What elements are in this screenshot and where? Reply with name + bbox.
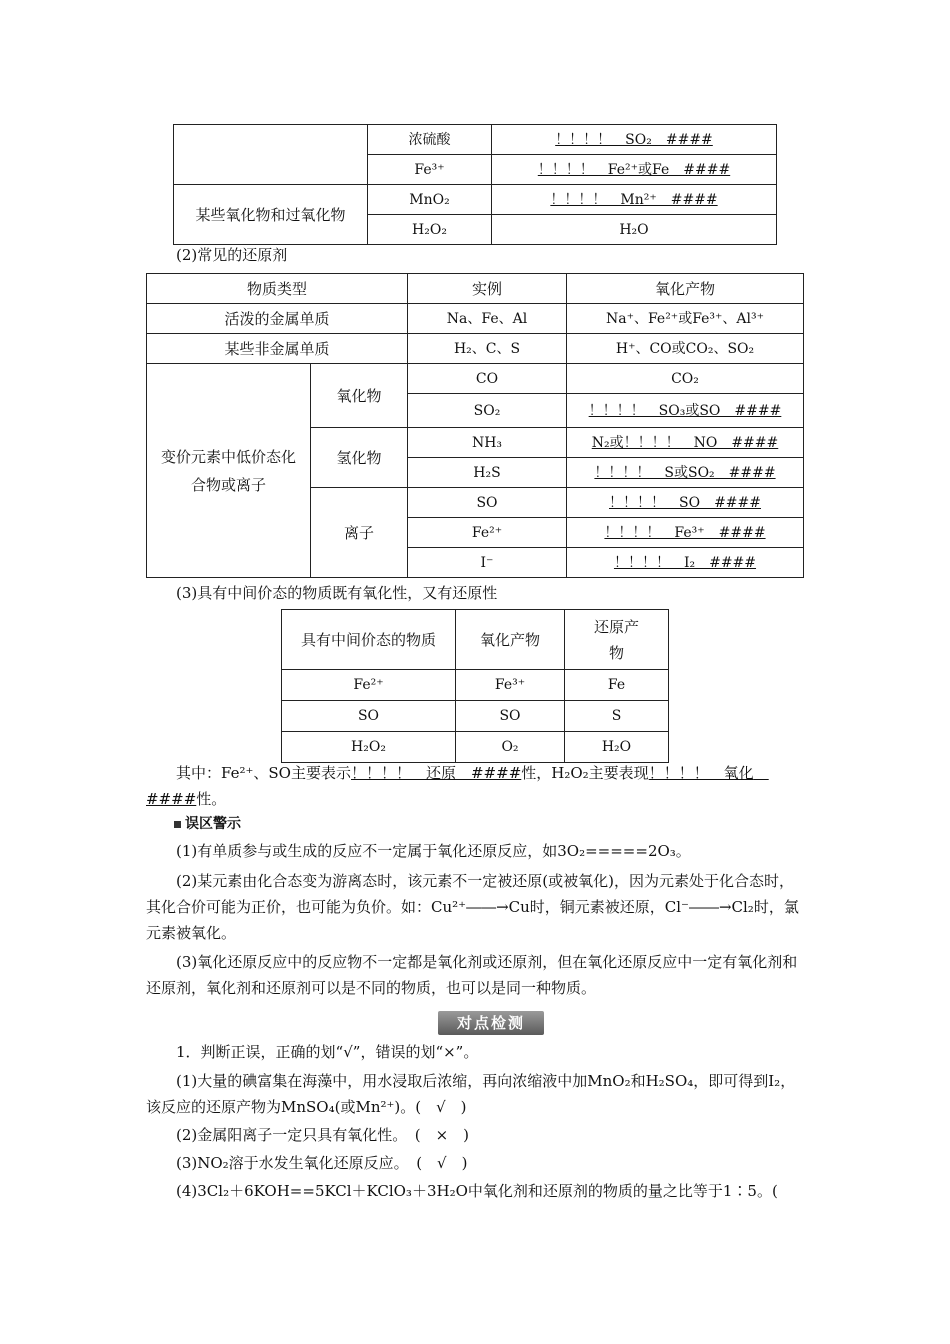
product-cell: H₂O — [492, 215, 777, 245]
note-prefix: 其中：Fe²⁺、SO主要表示 — [176, 764, 351, 782]
product-cell: ！！！！ Fe³⁺ #### — [567, 518, 804, 548]
intermediate-valence-table — [281, 609, 669, 763]
category-cell — [174, 125, 368, 185]
warning-heading — [174, 814, 241, 834]
subgroup-cell: 离子 — [311, 488, 408, 578]
question-text: (3)NO₂溶于水发生氧化还原反应。 — [176, 1154, 402, 1172]
substance-cell: H₂O₂ — [282, 732, 456, 763]
type-cell: 活泼的金属单质 — [147, 304, 408, 334]
substance-cell: Fe²⁺ — [282, 670, 456, 701]
product-cell: CO₂ — [567, 364, 804, 394]
header-cell: 物质类型 — [147, 274, 408, 304]
header-cell: 氧化产物 — [567, 274, 804, 304]
question-title: 1．判断正误，正确的划“√”，错误的划“×”。 — [176, 1043, 479, 1061]
example-cell: NH₃ — [408, 428, 567, 458]
question-item — [146, 1122, 806, 1148]
header-cell: 具有中间价态的物质 — [282, 610, 456, 670]
question-text: (1)大量的碘富集在海藻中，用水浸取后浓缩，再向浓缩液中加MnO₂和H₂SO₄，即可得到I₂，该反应的还原产物为MnSO₄(或Mn²⁺)。 — [146, 1072, 796, 1116]
example-cell: H₂、C、S — [408, 334, 567, 364]
answer-mark: ( √ ) — [415, 1098, 467, 1116]
product-text: N₂或！！！！ NO #### — [591, 434, 779, 451]
oxidant-table-continued — [173, 124, 777, 245]
note-paragraph — [146, 760, 810, 812]
example-cell: CO — [408, 364, 567, 394]
question-item — [146, 1178, 806, 1204]
subgroup-cell: 氢化物 — [311, 428, 408, 488]
group-cell: 变价元素中低价态化合物或离子 — [147, 364, 311, 578]
example-cell: SO — [408, 488, 567, 518]
product-cell: ！！！！ SO₃或SO #### — [567, 394, 804, 428]
example-cell: SO₂ — [408, 394, 567, 428]
product-cell: ！！！！ SO #### — [567, 488, 804, 518]
product-cell: ！！！！ I₂ #### — [567, 548, 804, 578]
reagent-cell: 浓硫酸 — [368, 125, 492, 155]
answer-mark: ( × ) — [414, 1126, 470, 1144]
example-cell: H₂S — [408, 458, 567, 488]
section-badge: 对点检测 — [438, 1011, 544, 1035]
question-text: (4)3Cl₂＋6KOH==5KCl＋KClO₃＋3H₂O中氧化剂和还原剂的物质的量之比等于1∶5。( — [176, 1182, 778, 1200]
reagent-cell: MnO₂ — [368, 185, 492, 215]
reductant-table — [146, 273, 804, 578]
warning-item: (1)有单质参与或生成的反应不一定属于氧化还原反应，如3O₂=====2O₃。 — [176, 842, 691, 860]
example-cell: I⁻ — [408, 548, 567, 578]
square-bullet-icon — [174, 821, 181, 828]
substance-cell: SO — [282, 701, 456, 732]
product-cell: ！！！！ Fe²⁺或Fe #### — [492, 155, 777, 185]
header-cell: 实例 — [408, 274, 567, 304]
product-cell: ！！！！ Mn²⁺ #### — [492, 185, 777, 215]
subgroup-cell: 氧化物 — [311, 364, 408, 428]
reduction-product-cell: H₂O — [565, 732, 669, 763]
oxidation-product-cell: O₂ — [456, 732, 565, 763]
example-cell: Na、Fe、Al — [408, 304, 567, 334]
oxidation-product-cell: Fe³⁺ — [456, 670, 565, 701]
product-cell: ！！！！ SO₂ #### — [492, 125, 777, 155]
note-suffix: 性。 — [196, 790, 227, 808]
type-cell: 某些非金属单质 — [147, 334, 408, 364]
product-cell: H⁺、CO或CO₂、SO₂ — [567, 334, 804, 364]
question-text: (2)金属阳离子一定只具有氧化性。 — [176, 1126, 400, 1144]
product-cell: Na⁺、Fe²⁺或Fe³⁺、Al³⁺ — [567, 304, 804, 334]
category-cell: 某些氧化物和过氧化物 — [174, 185, 368, 245]
blank-answer: ！！！！ 还原 #### — [350, 764, 522, 782]
reduction-product-cell: S — [565, 701, 669, 732]
reagent-cell: Fe³⁺ — [368, 155, 492, 185]
warning-item: (3)氧化还原反应中的反应物不一定都是氧化剂或还原剂，但在氧化还原反应中一定有氧化剂和还原剂，氧化剂和还原剂可以是不同的物质，也可以是同一种物质。 — [146, 953, 798, 997]
oxidation-product-cell: SO — [456, 701, 565, 732]
section-title: (2)常见的还原剂 — [176, 246, 288, 264]
question-item — [146, 1150, 806, 1176]
product-cell — [567, 428, 804, 458]
answer-mark: ( √ ) — [416, 1154, 468, 1172]
section-title: (3)具有中间价态的物质既有氧化性，又有还原性 — [176, 584, 498, 602]
reduction-product-cell: Fe — [565, 670, 669, 701]
header-cell: 氧化产物 — [456, 610, 565, 670]
product-cell: ！！！！ S或SO₂ #### — [567, 458, 804, 488]
reagent-cell: H₂O₂ — [368, 215, 492, 245]
example-cell: Fe²⁺ — [408, 518, 567, 548]
warning-item: (2)某元素由化合态变为游离态时，该元素不一定被还原(或被氧化)，因为元素处于化合态时，其化合价可能为正价，也可能为负价。如：Cu²⁺――→Cu时，铜元素被还原，Cl⁻――→Cl₂时，氯元素被氧化。 — [146, 872, 799, 942]
note-mid: 性，H₂O₂主要表现 — [521, 764, 649, 782]
question-item — [146, 1068, 806, 1120]
header-cell: 还原产物 — [565, 610, 669, 670]
blank-answer: ！！！！ 氧化 #### — [146, 764, 769, 808]
warning-title: 误区警示 — [185, 816, 241, 832]
